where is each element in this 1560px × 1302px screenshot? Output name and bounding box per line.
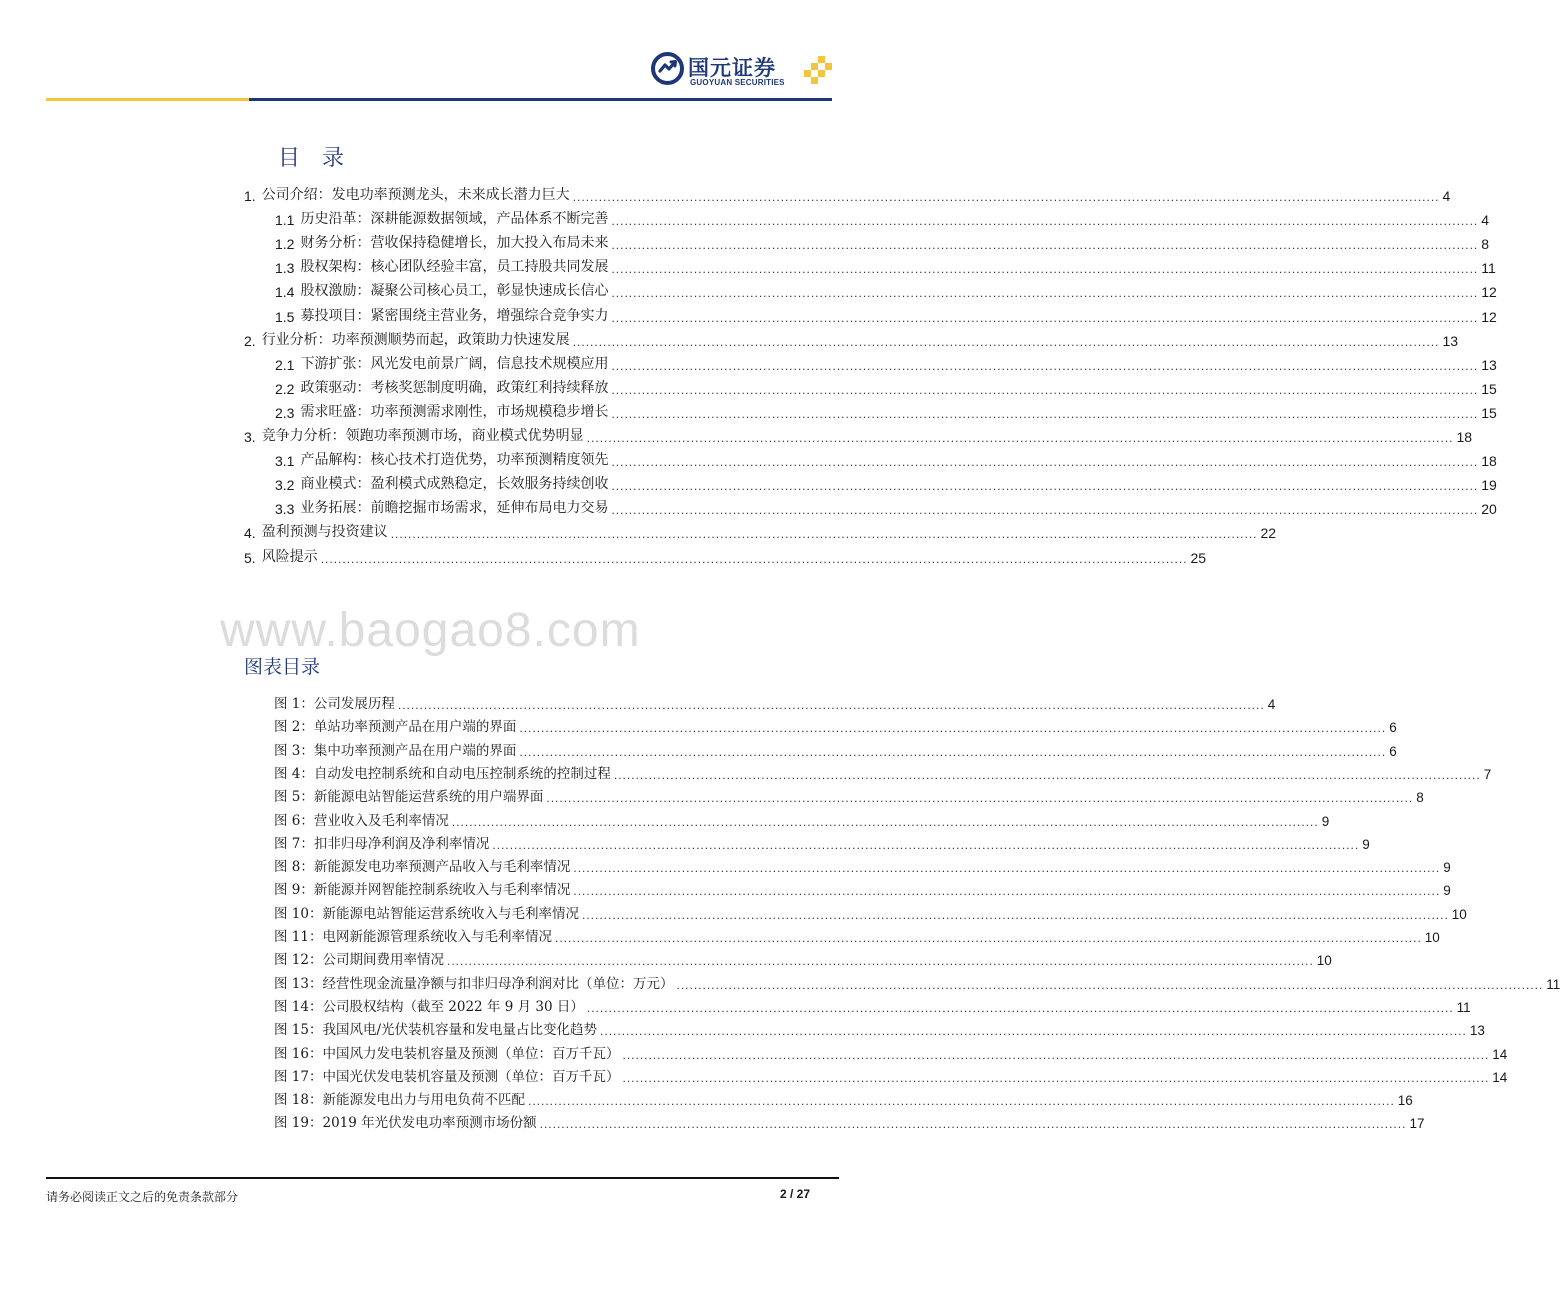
figure-entry-text: 单站功率预测产品在用户端的界面: [313, 719, 517, 736]
figure-list-title: 图表目录: [244, 656, 321, 678]
figure-entry[interactable]: [274, 737, 1397, 759]
figure-entry-page: 6: [1389, 743, 1397, 759]
figure-entry-page: 10: [1316, 953, 1332, 969]
logo-name: 国元证券: [688, 56, 776, 80]
dot-leader: ........................................................................................................................................................................................................: [519, 721, 1387, 736]
figure-entry-text: 新能源发电出力与用电负荷不匹配: [322, 1092, 525, 1109]
toc-entry[interactable]: [275, 303, 1497, 325]
dot-leader: ........................................................................................................................................................................................................: [611, 238, 1479, 253]
dot-leader: ........................................................................................................................................................................................................: [611, 310, 1479, 325]
toc-entry-number: 2.2: [275, 380, 295, 397]
figure-entry-text: 中国风力发电装机容量及预测（单位：百万千瓦）: [322, 1045, 620, 1062]
toc-entry-text: 风险提示: [261, 548, 318, 565]
toc-entry-page: 13: [1481, 356, 1497, 373]
dot-leader: ........................................................................................................................................................................................................: [572, 190, 1440, 204]
toc-entry-page: 12: [1481, 284, 1497, 301]
figure-entry-text: 中国光伏发电装机容量及预测（单位：百万千瓦）: [322, 1068, 620, 1085]
dot-leader: ........................................................................................................................................................................................................: [554, 931, 1422, 945]
toc-entry[interactable]: [275, 495, 1497, 518]
figure-entry[interactable]: [274, 1086, 1413, 1109]
toc-entry-text: 商业模式：盈利模式成熟稳定，长效服务持续创收: [300, 476, 609, 493]
figure-entry-page: 9: [1443, 883, 1451, 899]
figure-entry-label: 图 9：: [274, 882, 314, 899]
toc-entry-text: 竞争力分析：领跑功率预测市场，商业模式优势明显: [261, 428, 584, 444]
figure-entry-text: 新能源电站智能运营系统的用户端界面: [313, 789, 544, 806]
toc-entry-number: 3.2: [275, 477, 295, 494]
dot-leader: ........................................................................................................................................................................................................: [573, 884, 1441, 899]
figure-entry-label: 图 19：: [274, 1115, 323, 1132]
toc-entry[interactable]: [275, 471, 1497, 494]
figure-entry-page: 9: [1443, 860, 1451, 876]
figure-entry-label: 图 14：: [274, 998, 323, 1015]
toc-entry[interactable]: [275, 351, 1497, 373]
toc-entry[interactable]: [275, 399, 1497, 421]
toc-entry-number: 1.2: [275, 236, 295, 253]
figure-entry-label: 图 6：: [274, 812, 314, 829]
toc-entry-number: 1.3: [275, 260, 295, 277]
toc-entry-page: 8: [1481, 236, 1490, 253]
toc-entry-text: 盈利预测与投资建议: [261, 524, 388, 541]
figure-entry-label: 图 10：: [274, 905, 323, 922]
toc-title: 目录: [278, 146, 367, 171]
figure-entry-text: 电网新能源管理系统收入与毛利率情况: [322, 929, 552, 945]
figure-entry-page: 4: [1267, 697, 1276, 712]
toc-entry-page: 12: [1481, 308, 1497, 325]
header-rule-navy: [249, 98, 832, 101]
figure-entry-label: 图 18：: [274, 1092, 323, 1109]
figure-entry-label: 图 16：: [274, 1045, 323, 1062]
dot-leader: ........................................................................................................................................................................................................: [519, 744, 1387, 759]
dot-leader: ........................................................................................................................................................................................................: [320, 551, 1188, 566]
toc-entry-page: 15: [1481, 404, 1497, 421]
figure-entry-label: 图 7：: [274, 835, 314, 852]
toc-entry-page: 13: [1442, 332, 1459, 349]
figure-entry-page: 11: [1456, 999, 1471, 1015]
figure-entry[interactable]: [274, 900, 1467, 922]
figure-entry[interactable]: [274, 1109, 1425, 1132]
toc-entry-text: 政策驱动：考核奖惩制度明确，政策红利持续释放: [300, 379, 609, 396]
figure-entry[interactable]: [274, 853, 1451, 876]
figure-entry-page: 10: [1424, 930, 1440, 945]
figure-entry[interactable]: [274, 830, 1370, 852]
toc-entry-page: 20: [1481, 501, 1497, 518]
figure-entry-text: 营业收入及毛利率情况: [313, 812, 449, 829]
figure-entry-label: 图 5：: [274, 789, 314, 806]
toc-entry-page: 11: [1481, 260, 1496, 277]
header-rule-gold: [46, 98, 249, 101]
toc-entry-number: 1.: [244, 188, 256, 204]
toc-entry-page: 18: [1456, 429, 1473, 445]
dot-leader: ........................................................................................................................................................................................................: [397, 698, 1265, 712]
toc-entry-page: 22: [1260, 525, 1277, 542]
dot-leader: ........................................................................................................................................................................................................: [586, 431, 1454, 445]
company-logo: [651, 52, 836, 92]
figure-entry-text: 新能源电站智能运营系统收入与毛利率情况: [322, 905, 579, 922]
toc-entry-page: 25: [1190, 549, 1207, 566]
figure-entry-text: 我国风电/光伏装机容量和发电量占比变化趋势: [322, 1022, 598, 1039]
figure-entry-text: 2019 年光伏发电功率预测市场份额: [322, 1115, 537, 1132]
toc-entry[interactable]: [275, 278, 1497, 301]
toc-entry-page: 15: [1481, 380, 1497, 397]
dot-leader: ........................................................................................................................................................................................................: [390, 527, 1258, 542]
figure-entry-text: 集中功率预测产品在用户端的界面: [313, 742, 517, 759]
toc-entry-text: 下游扩张：风光发电前景广阔，信息技术规模应用: [300, 355, 609, 372]
figure-entry-label: 图 17：: [274, 1068, 323, 1085]
figure-entry-label: 图 11：: [274, 929, 323, 945]
footer-rule: [46, 1177, 839, 1179]
figure-entry[interactable]: [274, 760, 1492, 782]
toc-entry[interactable]: [244, 182, 1451, 204]
figure-entry-page: 17: [1409, 1116, 1425, 1132]
dot-leader: ........................................................................................................................................................................................................: [611, 455, 1479, 470]
toc-entry-number: 3.3: [275, 501, 295, 518]
figure-entry-label: 图 1：: [274, 696, 314, 712]
figure-entry-text: 扣非归母净利润及净利率情况: [313, 835, 490, 852]
dot-leader: ........................................................................................................................................................................................................: [676, 977, 1544, 992]
figure-entry-text: 新能源发电功率预测产品收入与毛利率情况: [313, 859, 571, 876]
toc-entry[interactable]: [275, 206, 1490, 229]
dot-leader: ........................................................................................................................................................................................................: [613, 767, 1481, 782]
dot-leader: ........................................................................................................................................................................................................: [611, 262, 1479, 277]
toc-entry-number: 2.3: [275, 404, 295, 421]
toc-entry-text: 公司介绍：发电功率预测龙头，未来成长潜力巨大: [261, 187, 570, 203]
dot-leader: ........................................................................................................................................................................................................: [451, 814, 1319, 829]
dot-leader: ........................................................................................................................................................................................................: [539, 1117, 1407, 1132]
toc-entry[interactable]: [275, 375, 1497, 397]
dot-leader: ........................................................................................................................................................................................................: [611, 214, 1479, 229]
dot-leader: ........................................................................................................................................................................................................: [611, 286, 1479, 301]
figure-entry[interactable]: [274, 876, 1451, 899]
figure-entry-page: 9: [1362, 836, 1370, 852]
toc-entry-number: 3.: [244, 429, 256, 445]
figure-entry-page: 10: [1451, 906, 1467, 922]
toc-entry-text: 产品解构：核心技术打造优势，功率预测精度领先: [300, 452, 609, 469]
figure-entry[interactable]: [274, 807, 1330, 829]
toc-entry-number: 1.5: [275, 308, 295, 325]
figure-entry-page: 16: [1397, 1093, 1413, 1109]
toc-entry-number: 1.1: [275, 212, 295, 229]
toc-entry[interactable]: [275, 254, 1496, 277]
footer-disclaimer: 请务必阅读正文之后的免责条款部分: [46, 1190, 239, 1204]
toc-entry-text: 股权激励：凝聚公司核心员工，彰显快速成长信心: [300, 283, 609, 300]
dot-leader: ........................................................................................................................................................................................................: [527, 1094, 1395, 1109]
logo-subtitle: GUOYUAN SECURITIES: [690, 78, 785, 87]
dot-leader: ........................................................................................................................................................................................................: [611, 382, 1479, 397]
guoyuan-logo-icon: [651, 52, 684, 85]
figure-entry[interactable]: [274, 783, 1424, 806]
dot-leader: ........................................................................................................................................................................................................: [611, 503, 1479, 518]
toc-entry-number: 1.4: [275, 284, 295, 301]
figure-entry[interactable]: [274, 1040, 1508, 1062]
toc-entry[interactable]: [244, 519, 1277, 542]
dot-leader: ........................................................................................................................................................................................................: [622, 1070, 1490, 1085]
figure-entry-text: 公司期间费用率情况: [322, 952, 444, 969]
watermark: www.baogao8.com: [220, 604, 641, 657]
toc-entry-text: 行业分析：功率预测顺势而起，政策助力快速发展: [261, 331, 570, 348]
toc-entry-text: 募投项目：紧密围绕主营业务，增强综合竞争实力: [300, 307, 609, 324]
toc-entry-number: 4.: [244, 525, 256, 542]
toc-entry-text: 历史沿革：深耕能源数据领域，产品体系不断完善: [300, 211, 609, 228]
figure-entry-label: 图 8：: [274, 859, 314, 876]
figure-entry-text: 自动发电控制系统和自动电压控制系统的控制过程: [313, 765, 611, 782]
dot-leader: ........................................................................................................................................................................................................: [600, 1024, 1467, 1039]
figure-entry[interactable]: [274, 690, 1276, 712]
toc-entry-text: 需求旺盛：功率预测需求刚性，市场规模稳步增长: [300, 403, 609, 420]
figure-entry[interactable]: [274, 946, 1332, 969]
figure-entry[interactable]: [274, 713, 1397, 736]
figure-entry-page: 9: [1321, 813, 1330, 829]
dot-leader: ........................................................................................................................................................................................................: [446, 954, 1314, 969]
figure-entry[interactable]: [274, 970, 1560, 992]
toc-entry-page: 4: [1442, 188, 1451, 204]
toc-entry[interactable]: [275, 447, 1497, 470]
page-indicator: 2 / 27: [780, 1187, 811, 1201]
toc-entry-text: 股权架构：核心团队经验丰富，员工持股共同发展: [300, 259, 609, 276]
figure-entry-label: 图 4：: [274, 765, 314, 782]
figure-entry[interactable]: [274, 923, 1440, 945]
toc-entry-number: 5.: [244, 549, 256, 566]
toc-entry[interactable]: [244, 327, 1459, 349]
figure-entry-label: 图 3：: [274, 742, 314, 759]
figure-entry-text: 新能源并网智能控制系统收入与毛利率情况: [313, 882, 571, 899]
toc-entry-number: 3.1: [275, 453, 295, 470]
figure-entry-label: 图 15：: [274, 1022, 323, 1039]
logo-squares-icon: [798, 56, 832, 86]
toc-entry-page: 4: [1481, 212, 1490, 229]
figure-entry-label: 图 12：: [274, 952, 323, 969]
figure-entry-page: 6: [1389, 720, 1397, 736]
dot-leader: ........................................................................................................................................................................................................: [586, 1000, 1454, 1015]
toc-entry-text: 财务分析：营收保持稳健增长，加大投入布局未来: [300, 235, 609, 252]
figure-entry-page: 8: [1416, 790, 1424, 806]
dot-leader: ........................................................................................................................................................................................................: [611, 479, 1479, 494]
figure-entry-page: 7: [1483, 766, 1492, 782]
toc-entry-number: 2.: [244, 332, 256, 349]
toc-entry[interactable]: [244, 544, 1207, 566]
figure-entry[interactable]: [274, 993, 1471, 1015]
figure-entry-page: 14: [1492, 1046, 1508, 1062]
dot-leader: ........................................................................................................................................................................................................: [611, 358, 1479, 373]
figure-entry[interactable]: [274, 1016, 1485, 1039]
toc-entry-page: 19: [1481, 477, 1497, 494]
figure-entry-page: 14: [1492, 1069, 1508, 1085]
figure-entry-page: 13: [1469, 1023, 1485, 1039]
figure-entry-text: 公司发展历程: [313, 696, 395, 712]
figure-entry-label: 图 2：: [274, 719, 314, 736]
figure-entry[interactable]: [274, 1063, 1508, 1085]
toc-entry-text: 业务拓展：前瞻挖掘市场需求，延伸布局电力交易: [300, 500, 609, 517]
dot-leader: ........................................................................................................................................................................................................: [622, 1047, 1490, 1062]
toc-entry-number: 2.1: [275, 356, 295, 373]
dot-leader: ........................................................................................................................................................................................................: [611, 406, 1479, 421]
figure-entry-text: 经营性现金流量净额与扣非归母净利润对比（单位：万元）: [322, 975, 674, 992]
dot-leader: ........................................................................................................................................................................................................: [572, 334, 1440, 349]
dot-leader: ........................................................................................................................................................................................................: [573, 861, 1441, 876]
figure-entry-label: 图 13：: [274, 975, 323, 992]
toc-entry[interactable]: [275, 230, 1490, 253]
figure-entry-text: 公司股权结构（截至 2022 年 9 月 30 日）: [322, 998, 584, 1015]
figure-entry-page: 11: [1546, 976, 1560, 992]
dot-leader: ........................................................................................................................................................................................................: [492, 837, 1360, 852]
dot-leader: ........................................................................................................................................................................................................: [581, 907, 1449, 922]
toc-entry-page: 18: [1481, 453, 1497, 470]
toc-entry[interactable]: [244, 423, 1473, 445]
dot-leader: ........................................................................................................................................................................................................: [546, 791, 1414, 806]
